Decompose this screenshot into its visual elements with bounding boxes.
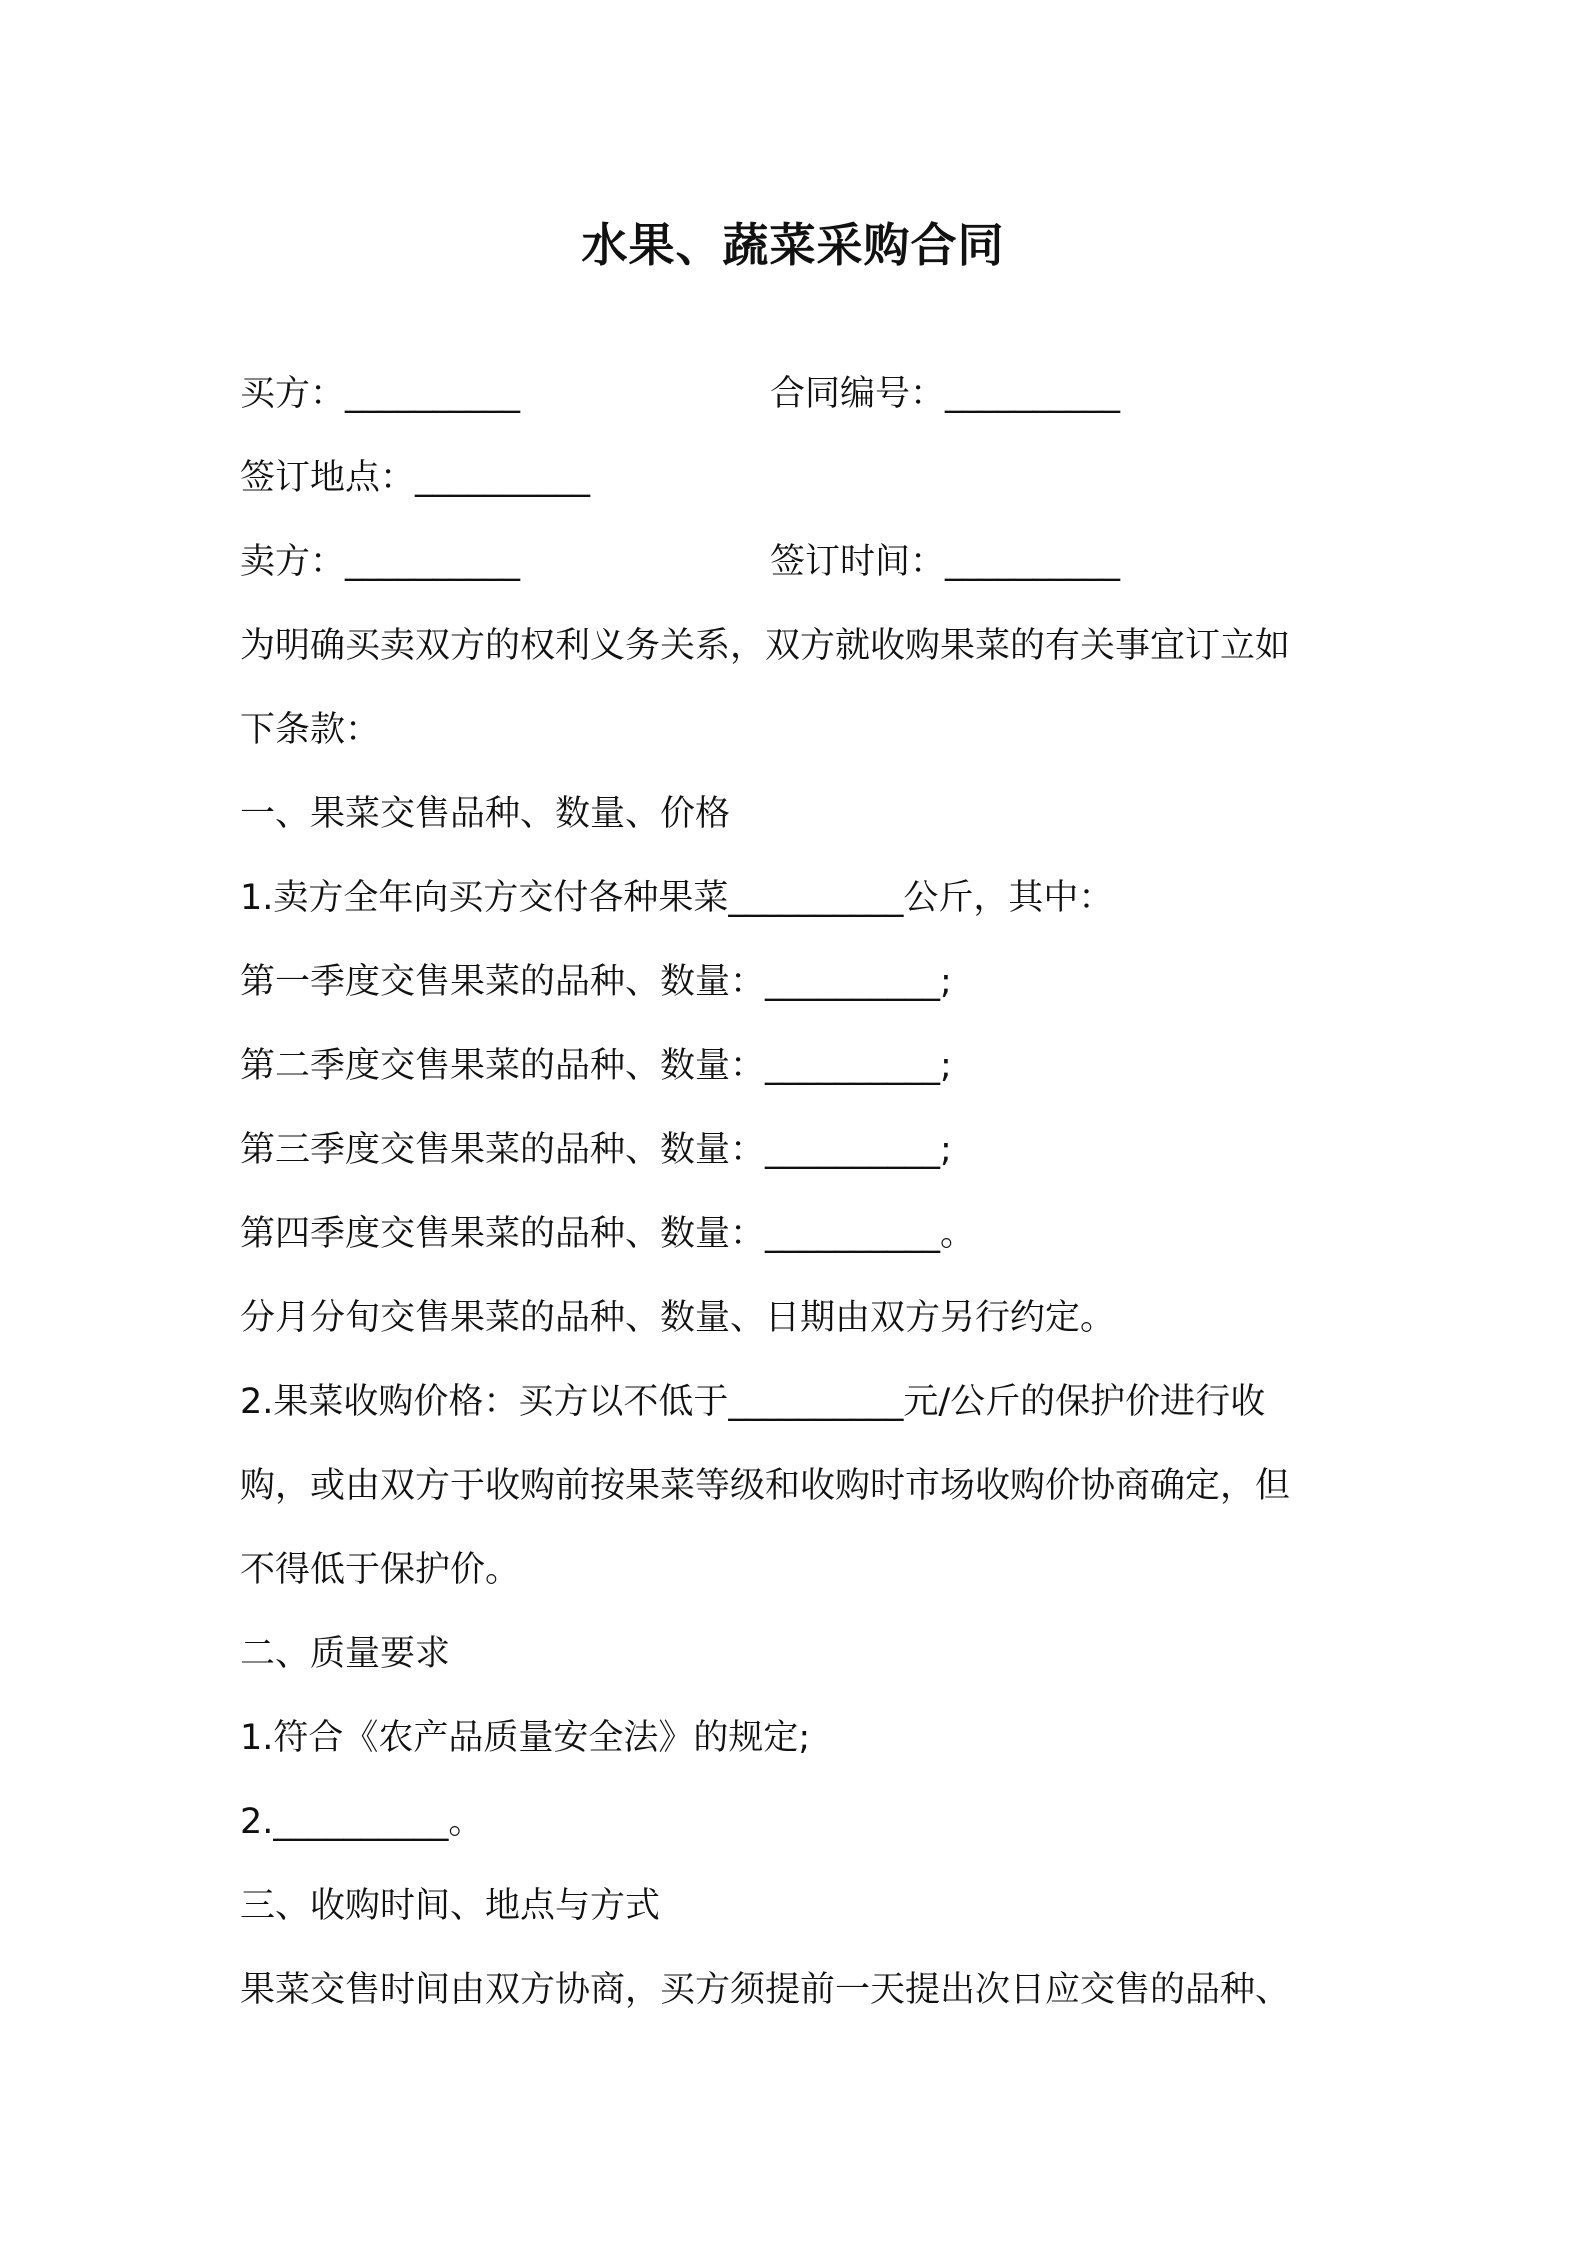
quarter-1-line: 第一季度交售果菜的品种、数量：__________; [240, 962, 952, 1002]
contract-number-field: 合同编号：__________ [770, 374, 1121, 414]
document-title: 水果、蔬菜采购合同 [581, 218, 1005, 272]
section-3-heading: 三、收购时间、地点与方式 [240, 1886, 661, 1926]
section-2-heading: 二、质量要求 [240, 1634, 451, 1674]
monthly-line: 分月分旬交售果菜的品种、数量、日期由双方另行约定。 [240, 1298, 1116, 1338]
price-line-3: 不得低于保护价。 [240, 1550, 521, 1590]
sign-place-field: 签订地点：__________ [240, 458, 591, 498]
section-1-heading: 一、果菜交售品种、数量、价格 [240, 794, 731, 834]
section-2-item-2: 2.__________。 [240, 1802, 484, 1842]
section-2-item-1: 1.符合《农产品质量安全法》的规定; [240, 1718, 811, 1758]
quarter-3-line: 第三季度交售果菜的品种、数量：__________; [240, 1130, 952, 1170]
intro-line-1: 为明确买卖双方的权利义务关系，双方就收购果菜的有关事宜订立如 [240, 626, 1291, 666]
price-line-1: 2.果菜收购价格：买方以不低于__________元/公斤的保护价进行收 [240, 1382, 1266, 1422]
section-1-item-1: 1.卖方全年向买方交付各种果菜__________公斤，其中： [240, 878, 1114, 918]
section-3-line-1: 果菜交售时间由双方协商，买方须提前一天提出次日应交售的品种、 [240, 1970, 1291, 2010]
seller-field: 卖方：__________ [240, 542, 521, 582]
quarter-4-line: 第四季度交售果菜的品种、数量：__________。 [240, 1214, 976, 1254]
sign-time-field: 签订时间：__________ [770, 542, 1121, 582]
buyer-field: 买方：__________ [240, 374, 521, 414]
quarter-2-line: 第二季度交售果菜的品种、数量：__________; [240, 1046, 952, 1086]
price-line-2: 购，或由双方于收购前按果菜等级和收购时市场收购价协商确定，但 [240, 1466, 1291, 1506]
intro-line-2: 下条款： [240, 710, 381, 750]
